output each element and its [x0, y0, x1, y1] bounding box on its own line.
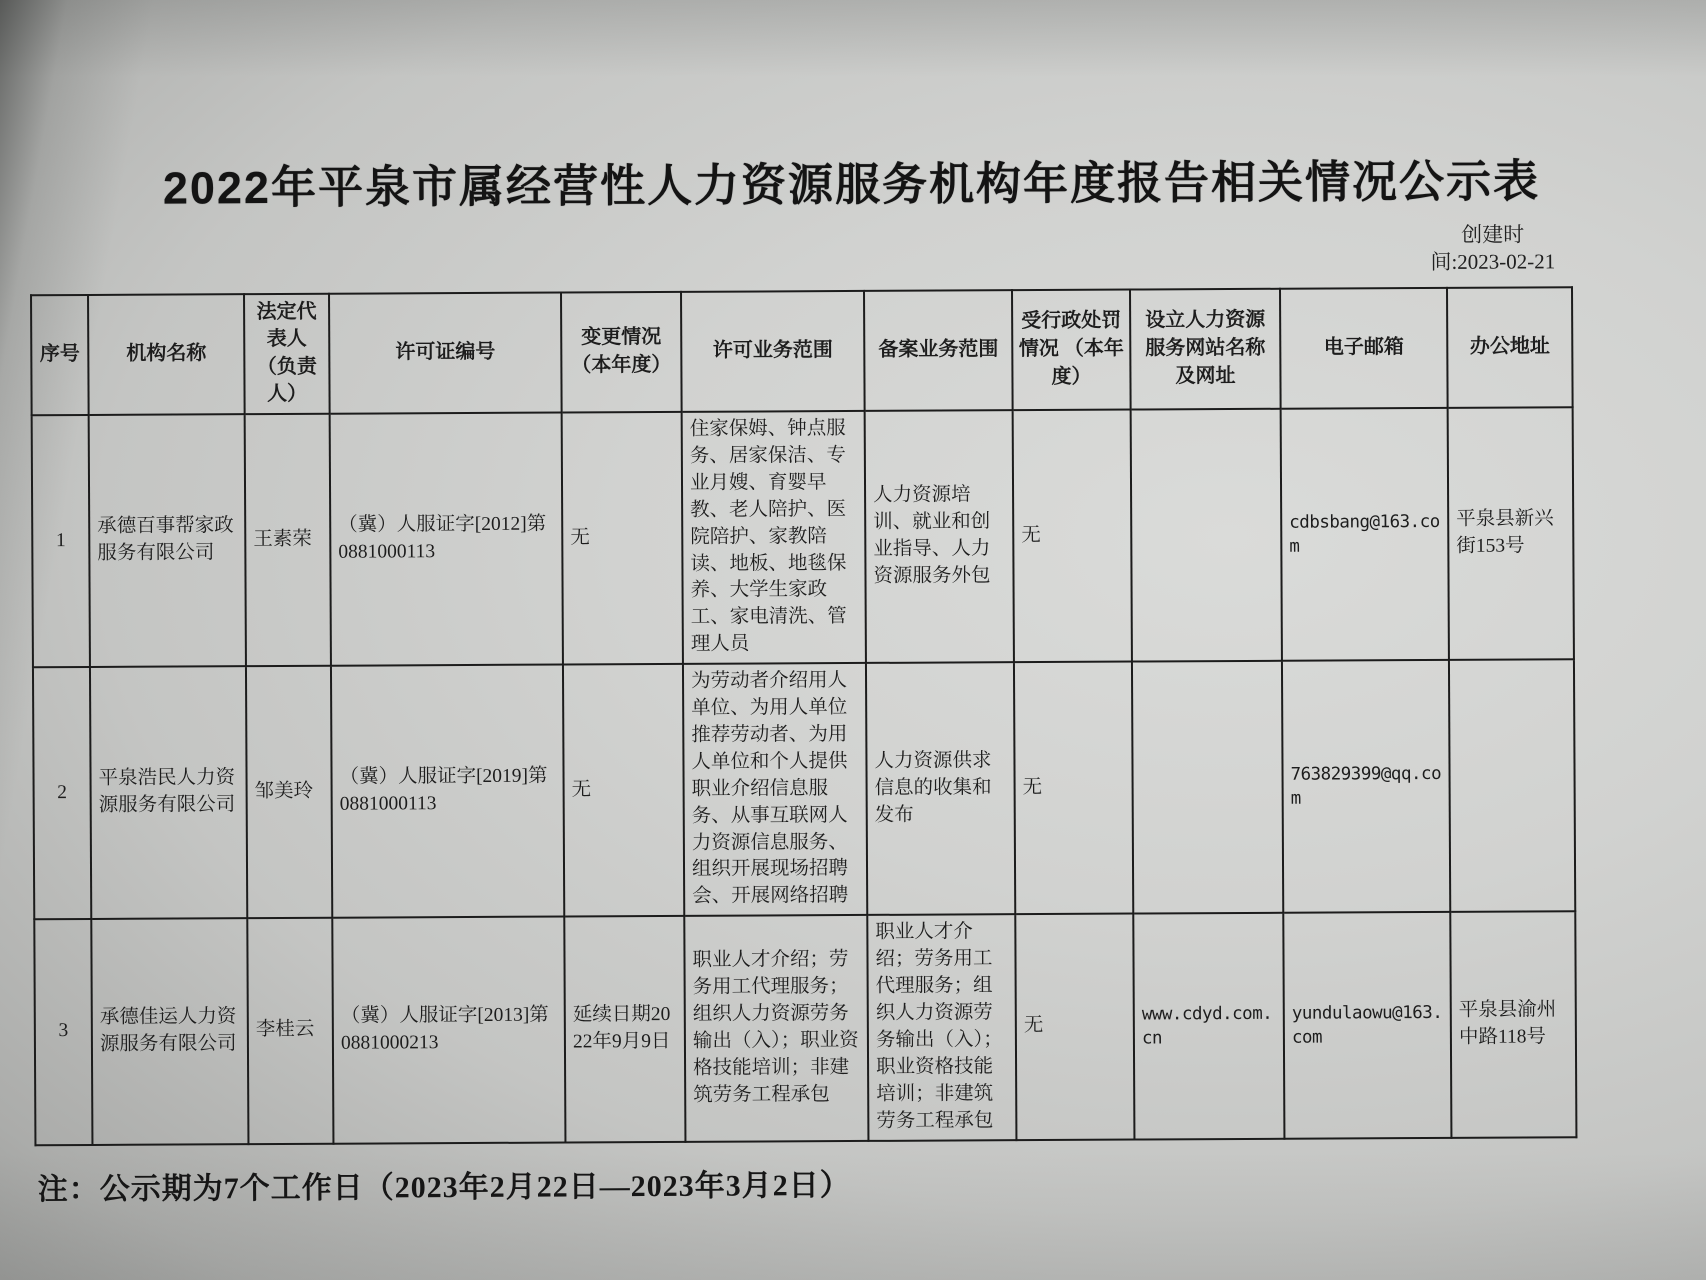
document-title: 2022年平泉市属经营性人力资源服务机构年度报告相关情况公示表 — [162, 155, 1541, 214]
cell-legal-rep: 王素荣 — [245, 414, 331, 667]
cell-website — [1132, 661, 1283, 914]
cell-org-name: 承德百事帮家政服务有限公司 — [89, 414, 246, 667]
publicity-table — [30, 286, 1577, 1146]
cell-change-status: 无 — [562, 412, 683, 665]
note-text: 注：公示期为7个工作日（2023年2月22日—2023年3月2日） — [37, 1168, 851, 1206]
header-seq: 序号 — [31, 295, 89, 416]
cell-filed-scope: 人力资源培训、就业和创业指导、人力资源服务外包 — [865, 410, 1014, 663]
header-address: 办公地址 — [1447, 287, 1573, 408]
table-row — [34, 912, 1576, 1145]
cell-address: 平泉县新兴街153号 — [1448, 407, 1574, 660]
created-time-line1: 创建时 — [1461, 222, 1525, 247]
header-licensed-scope: 许可业务范围 — [681, 291, 865, 412]
cell-address — [1449, 659, 1575, 912]
cell-licensed-scope: 为劳动者介绍用人单位、为用人单位推荐劳动者、为用人单位和个人提供职业介绍信息服务、从事互联网人力资源信息服务、组织开展现场招聘会、开展网络招聘 — [683, 663, 867, 916]
cell-filed-scope: 职业人才介绍；劳务用工代理服务；组织人力资源劳务输出（入）；职业资格技能培训；非建筑劳务工程承包 — [867, 914, 1016, 1140]
cell-legal-rep: 邹美玲 — [246, 666, 332, 919]
cell-legal-rep: 李桂云 — [247, 918, 333, 1144]
cell-license-no: （冀）人服证字[2012]第0881000113 — [330, 412, 563, 665]
cell-penalty: 无 — [1013, 410, 1132, 663]
header-change-status: 变更情况（本年度） — [561, 291, 682, 412]
cell-email: cdbsbang@163.com — [1281, 408, 1449, 661]
cell-penalty: 无 — [1014, 662, 1133, 915]
created-time — [1393, 221, 1593, 277]
header-legal-rep: 法定代表人 （负责人） — [244, 293, 330, 414]
cell-seq: 1 — [32, 415, 90, 667]
cell-licensed-scope: 住家保姆、钟点服务、居家保洁、专业月嫂、育婴早教、老人陪护、医院陪护、家教陪读、地板、地毯保养、大学生家政工、家电清洗、管理人员 — [682, 411, 866, 664]
table-header-row — [31, 287, 1573, 415]
cell-licensed-scope: 职业人才介绍；劳务用工代理服务；组织人力资源劳务输出（入）；职业资格技能培训；非建筑劳务工程承包 — [684, 915, 868, 1141]
cell-email: 763829399@qq.com — [1282, 660, 1450, 913]
header-license-no: 许可证编号 — [329, 292, 562, 414]
header-penalty: 受行政处罚情况 （本年度） — [1012, 289, 1131, 410]
cell-filed-scope: 人力资源供求信息的收集和发布 — [866, 662, 1015, 915]
cell-website: www.cdyd.com.cn — [1133, 913, 1284, 1139]
cell-email: yundulaowu@163.com — [1283, 912, 1451, 1138]
header-website: 设立人力资源服务网站名称及网址 — [1130, 288, 1281, 409]
cell-penalty: 无 — [1015, 914, 1134, 1140]
cell-seq: 2 — [33, 667, 91, 919]
created-time-line2: 间:2023-02-21 — [1430, 249, 1556, 275]
header-email: 电子邮箱 — [1280, 287, 1448, 408]
cell-website — [1131, 409, 1282, 662]
cell-address: 平泉县渝州中路118号 — [1450, 912, 1576, 1138]
cell-license-no: （冀）人服证字[2013]第0881000213 — [332, 917, 565, 1143]
header-org-name: 机构名称 — [88, 294, 245, 415]
header-filed-scope: 备案业务范围 — [864, 290, 1013, 411]
cell-license-no: （冀）人服证字[2019]第0881000113 — [331, 665, 564, 918]
table-row — [32, 407, 1574, 667]
table-row — [33, 659, 1575, 919]
cell-seq: 3 — [34, 919, 92, 1145]
cell-change-status: 无 — [563, 664, 684, 917]
cell-org-name: 承德佳运人力资源服务有限公司 — [91, 918, 248, 1144]
cell-org-name: 平泉浩民人力资源服务有限公司 — [90, 666, 247, 919]
cell-change-status: 延续日期2022年9月9日 — [564, 916, 685, 1142]
